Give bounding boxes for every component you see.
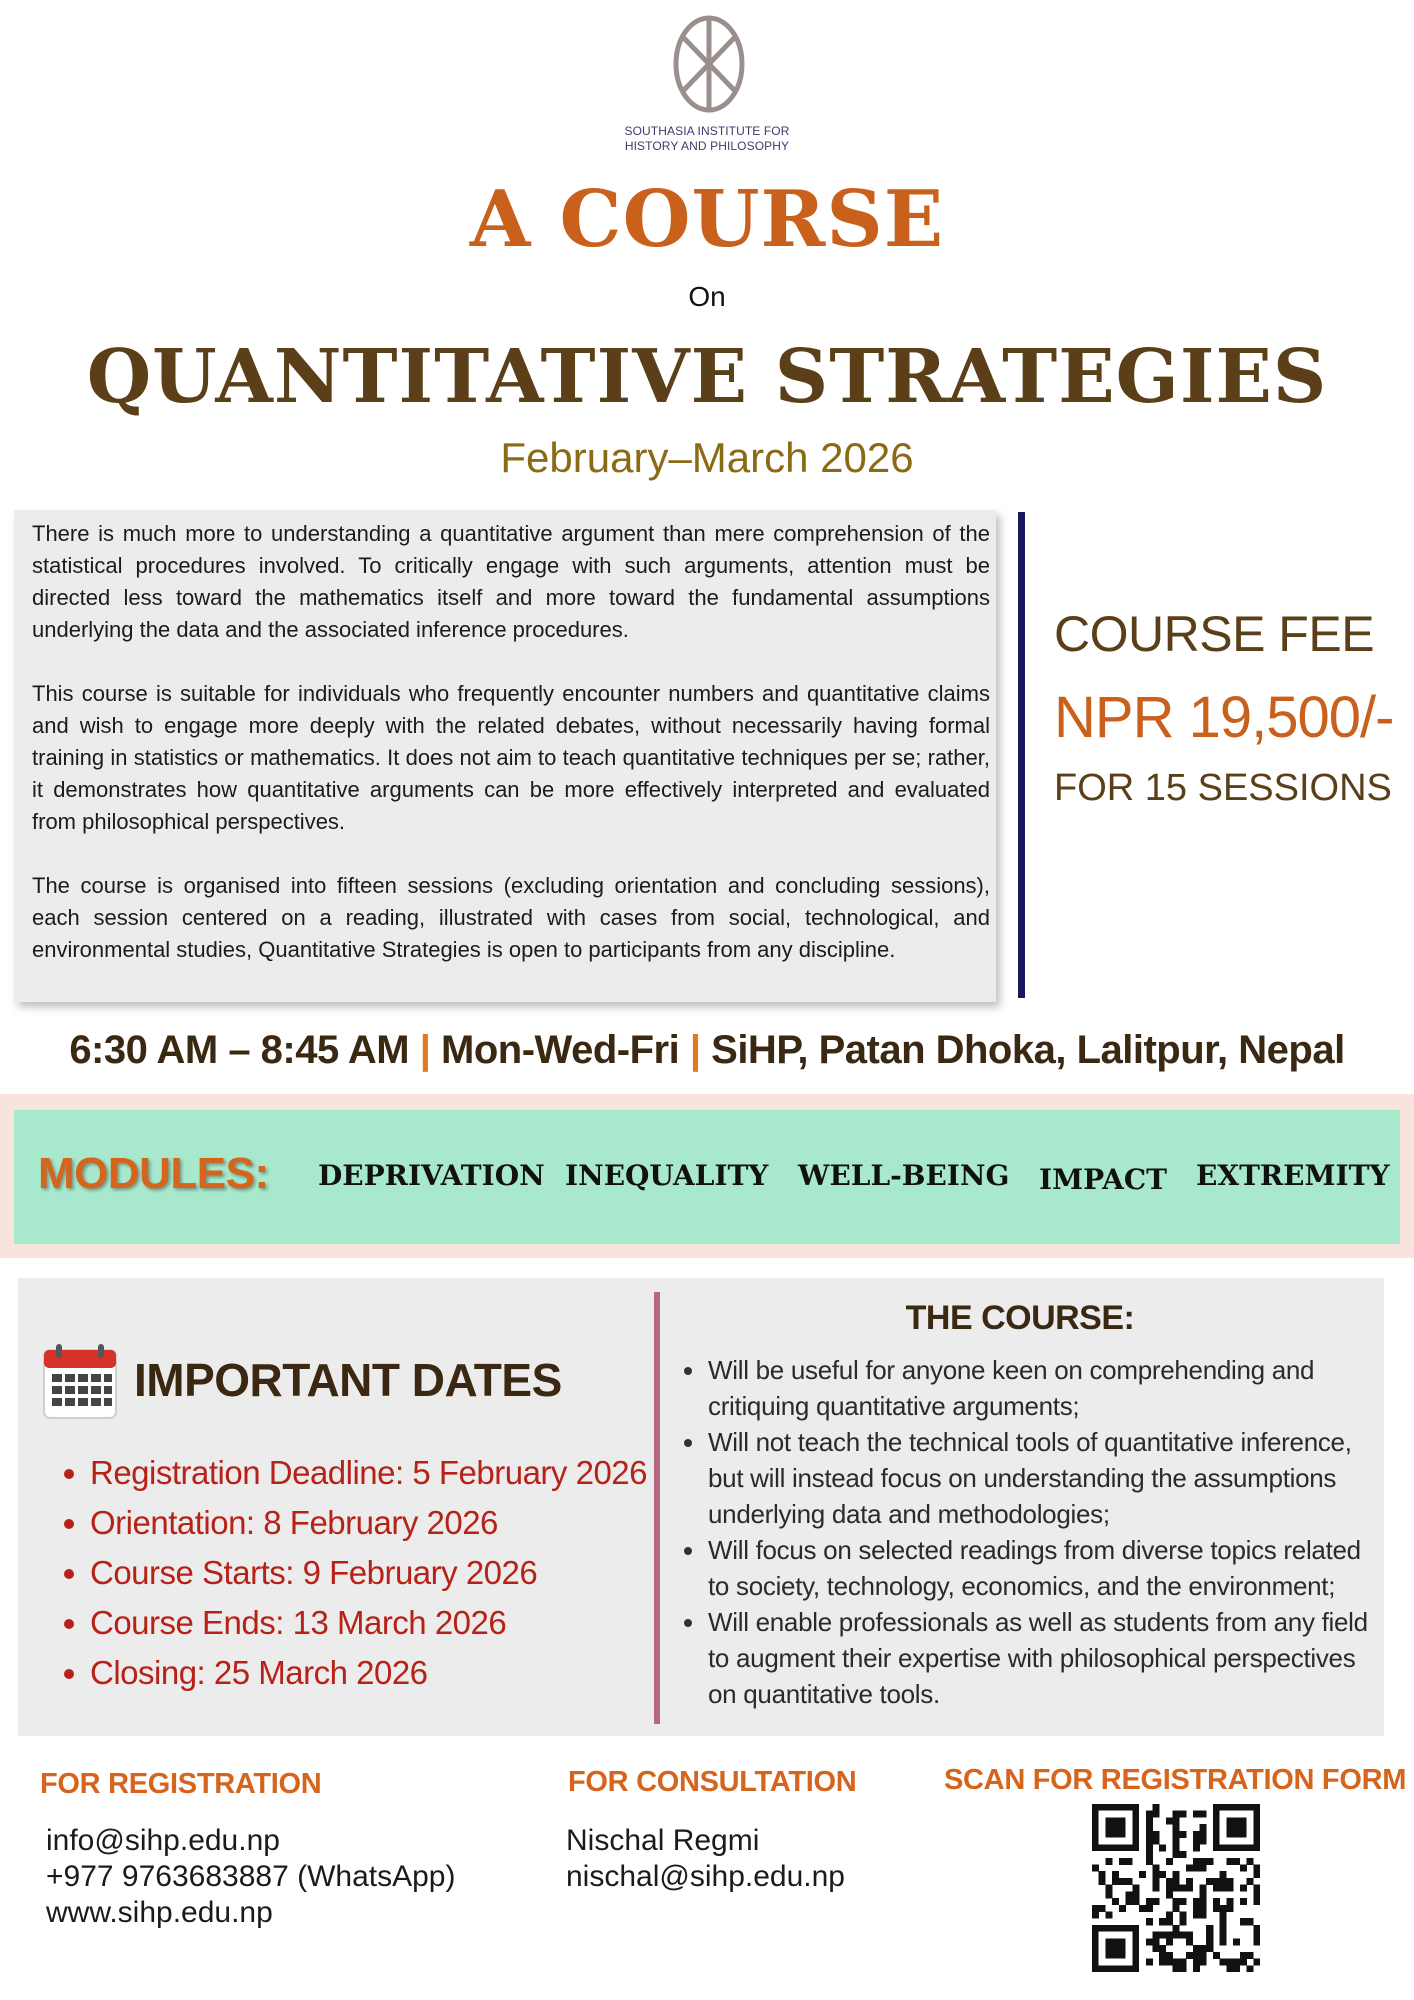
course-point-4: Will enable professionals as well as students from any field to augment their expertise with philosophical perspectives on quantitative tools. <box>680 1604 1380 1712</box>
course-point-2: Will not teach the technical tools of quantitative inference, but will instead focus on understanding the assumptions underlying data and methodologies; <box>680 1424 1380 1532</box>
important-dates-list <box>58 1448 647 1698</box>
course-title: QUANTITATIVE STRATEGIES <box>86 334 1328 420</box>
date-item-course-start: Course Starts: 9 February 2026 <box>58 1548 647 1598</box>
course-point-1: Will be useful for anyone keen on comprehending and critiquing quantitative arguments; <box>680 1352 1380 1424</box>
fee-sessions: FOR 15 SESSIONS <box>1054 767 1392 809</box>
fee-amount: NPR 19,500/- <box>1054 685 1394 750</box>
registration-phone: +977 9763683887 (WhatsApp) <box>46 1860 456 1893</box>
description-paragraph-2: This course is suitable for individuals who frequently encounter numbers and quantitative claims and wish to engage more deeply with the related debates, without necessarily having formal training in statistics or mathematics. It does not aim to teach quantitative techniques per se; rather, it demonstrates how quantitative arguments can be more effectively interpreted and evaluated from philosophical perspectives. <box>32 681 990 834</box>
website-link[interactable]: www.sihp.edu.np <box>46 1896 273 1929</box>
module-extremity: EXTREMITY <box>1196 1159 1390 1192</box>
org-name-line2: HISTORY AND PHILOSOPHY <box>624 139 790 153</box>
date-item-closing: Closing: 25 March 2026 <box>58 1648 647 1698</box>
schedule-line <box>0 1024 1414 1076</box>
description-paragraph-1: There is much more to understanding a quantitative argument than mere comprehension of the statistical procedures involved. To critically engage with such arguments, attention must be directed less toward the mathematics itself and more toward the fundamental assumptions underlying the data and the associated inference procedures. <box>32 521 990 642</box>
module-deprivation: DEPRIVATION <box>318 1159 545 1192</box>
schedule-time: 6:30 AM – 8:45 AM <box>69 1028 410 1072</box>
org-name-line1: SOUTHASIA INSTITUTE FOR <box>624 124 790 138</box>
qr-code-icon[interactable] <box>1092 1804 1260 1972</box>
module-well-being: WELL-BEING <box>798 1159 1010 1192</box>
date-item-course-end: Course Ends: 13 March 2026 <box>58 1598 647 1648</box>
fee-label: COURSE FEE <box>1054 606 1375 662</box>
course-period: February–March 2026 <box>500 434 914 481</box>
schedule-location: SiHP, Patan Dhoka, Lalitpur, Nepal <box>711 1028 1345 1072</box>
description-paragraph-3: The course is organised into fifteen sessions (excluding orientation and concluding sessions), each session centered on a reading, illustrated with cases from social, technological, and environmental studies, Quantitative Strategies is open to participants from any discipline. <box>32 873 990 962</box>
registration-email-link[interactable]: info@sihp.edu.np <box>46 1824 280 1857</box>
fee-divider <box>1018 512 1025 998</box>
org-name <box>557 124 857 154</box>
title-course: A COURSE <box>469 174 945 265</box>
important-dates-heading: IMPORTANT DATES <box>134 1354 562 1406</box>
course-point-3: Will focus on selected readings from diverse topics related to society, technology, economics, and the environment; <box>680 1532 1380 1604</box>
panel-divider <box>654 1292 660 1724</box>
title-on: On <box>688 281 726 312</box>
scan-heading: SCAN FOR REGISTRATION FORM <box>944 1764 1407 1796</box>
date-item-orientation: Orientation: 8 February 2026 <box>58 1498 647 1548</box>
the-course-list <box>680 1352 1380 1712</box>
consultation-heading: FOR CONSULTATION <box>568 1766 857 1798</box>
schedule-separator-1: | <box>419 1028 431 1072</box>
modules-label: MODULES: <box>38 1149 269 1198</box>
sihp-logo-icon <box>672 14 746 118</box>
module-impact: IMPACT <box>1039 1163 1167 1196</box>
module-inequality: INEQUALITY <box>565 1159 769 1192</box>
description-text <box>32 518 990 998</box>
the-course-heading: THE COURSE: <box>905 1299 1135 1337</box>
consultant-name: Nischal Regmi <box>566 1824 760 1857</box>
calendar-icon <box>42 1342 118 1420</box>
consultation-email-link[interactable]: nischal@sihp.edu.np <box>566 1860 845 1893</box>
date-item-registration: Registration Deadline: 5 February 2026 <box>58 1448 647 1498</box>
schedule-days: Mon-Wed-Fri <box>441 1028 680 1072</box>
registration-heading: FOR REGISTRATION <box>40 1768 322 1800</box>
schedule-separator-2: | <box>689 1028 701 1072</box>
